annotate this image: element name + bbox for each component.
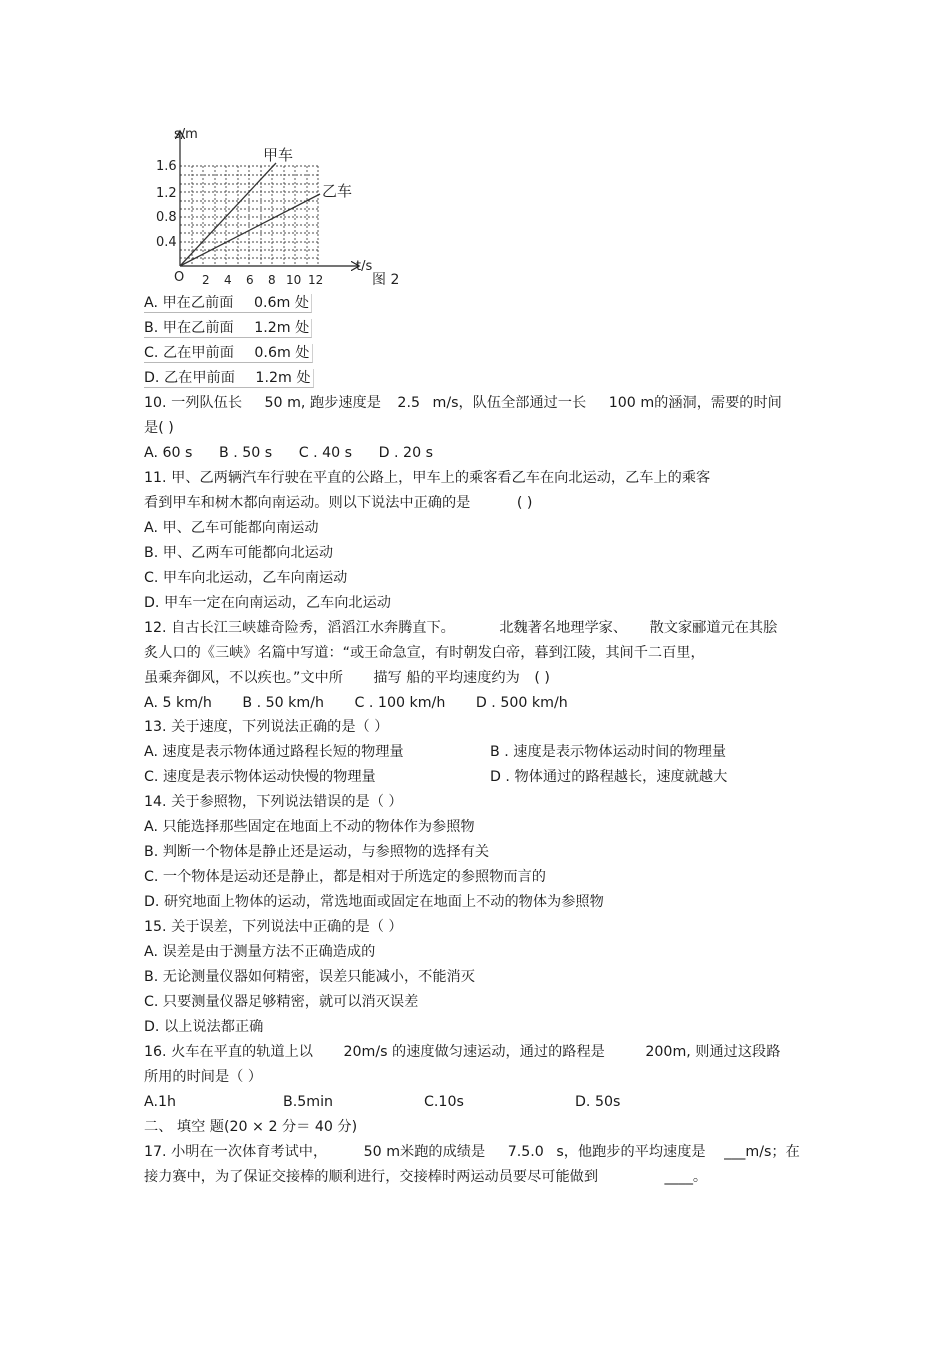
text-run: 16. 火车在平直的轨道上以 bbox=[144, 1044, 313, 1060]
answer-bracket: ( ) bbox=[534, 670, 550, 686]
q14-option-b: B. 判断一个物体是静止还是运动，与参照物的选择有关 bbox=[144, 844, 490, 860]
q16-option-b: B.5min bbox=[283, 1094, 334, 1110]
q11-option-a: A. 甲、乙车可能都向南运动 bbox=[144, 520, 319, 536]
option-value: 0.6m 处 bbox=[253, 295, 310, 311]
line-yi bbox=[180, 194, 320, 266]
q13-option-a: A. 速度是表示物体通过路程长短的物理量 bbox=[144, 744, 404, 760]
y-tick-label: 0.8 bbox=[156, 210, 177, 225]
q17-stem-line2 bbox=[144, 1168, 707, 1186]
q10-stem-line2: 是( ) bbox=[144, 420, 174, 436]
text-run: 散文家郦道元在其脍 bbox=[649, 620, 778, 636]
q16-option-d: D. 50s bbox=[575, 1094, 621, 1110]
text-run: 2.5 bbox=[397, 395, 420, 411]
text-run: 接力赛中，为了保证交接棒的顺利进行，交接棒时两运动员要尽可能做到 bbox=[144, 1169, 599, 1185]
origin-label: O bbox=[174, 270, 185, 285]
option-text: 甲在乙前面 bbox=[162, 295, 234, 311]
q11-option-d: D. 甲车一定在向南运动，乙车向北运动 bbox=[144, 595, 391, 611]
q17-stem-line1 bbox=[144, 1143, 800, 1161]
text-run: m的涵洞，需要的时间 bbox=[640, 395, 782, 411]
st-graph-figure bbox=[140, 118, 420, 290]
q14-option-c: C. 一个物体是运动还是静止，都是相对于所选定的参照物而言的 bbox=[144, 869, 546, 885]
q14-option-d: D. 研究地面上物体的运动，常选地面或固定在地面上不动的物体为参照物 bbox=[144, 894, 604, 910]
q9-option-b bbox=[144, 319, 312, 338]
q12-options bbox=[144, 694, 568, 712]
y-axis-label: s/m bbox=[174, 127, 198, 142]
text-run: 描写 船的平均速度约为 bbox=[373, 670, 520, 686]
option: A. 60 s bbox=[144, 445, 193, 461]
text-run: 100 bbox=[608, 395, 636, 411]
option-letter: C. bbox=[144, 345, 159, 361]
option-value: 1.2m 处 bbox=[255, 370, 311, 386]
x-tick-label: 8 bbox=[268, 273, 276, 287]
x-tick-label: 10 bbox=[286, 273, 302, 287]
q13-option-b: B . 速度是表示物体运动时间的物理量 bbox=[490, 744, 727, 760]
q14-option-a: A. 只能选择那些固定在地面上不动的物体作为参照物 bbox=[144, 819, 475, 835]
section-heading: 二、 填空 题(20 × 2 分＝ 40 分) bbox=[144, 1119, 358, 1135]
option-value: 1.2m 处 bbox=[254, 320, 310, 336]
line-jia-label: 甲车 bbox=[263, 146, 294, 164]
q16-stem-line2: 所用的时间是（ ） bbox=[144, 1069, 263, 1085]
blank: ____。 bbox=[664, 1169, 708, 1185]
q13-stem: 13. 关于速度，下列说法正确的是（ ） bbox=[144, 719, 389, 735]
q9-option-a bbox=[144, 294, 312, 313]
option-letter: B. bbox=[144, 320, 159, 336]
q16-option-a: A.1h bbox=[144, 1094, 176, 1110]
option-letter: D. bbox=[144, 370, 160, 386]
q12-stem-line3 bbox=[144, 669, 550, 687]
option: B . 50 km/h bbox=[242, 695, 324, 711]
q11-option-c: C. 甲车向北运动，乙车向南运动 bbox=[144, 570, 348, 586]
blank: ___m/s；在 bbox=[724, 1144, 800, 1160]
text-run: 50 m米跑的成绩是 bbox=[363, 1144, 486, 1160]
x-tick-label: 2 bbox=[202, 273, 210, 287]
text-run: 50 m, bbox=[264, 395, 306, 411]
x-axis-label: t/s bbox=[356, 259, 373, 274]
line-yi-label: 乙车 bbox=[322, 182, 353, 200]
text-run: 10. 一列队伍长 bbox=[144, 395, 243, 411]
q16-option-c: C.10s bbox=[424, 1094, 464, 1110]
y-tick-label: 1.2 bbox=[156, 186, 177, 201]
text-run: 20m/s 的速度做匀速运动，通过的路程是 bbox=[343, 1044, 605, 1060]
q15-option-a: A. 误差是由于测量方法不正确造成的 bbox=[144, 944, 376, 960]
text-run: 北魏著名地理学家、 bbox=[499, 620, 628, 636]
text-run: s，他跑步的平均速度是 bbox=[556, 1144, 706, 1160]
q15-stem: 15. 关于误差，下列说法中正确的是（ ） bbox=[144, 919, 403, 935]
y-tick-label: 0.4 bbox=[156, 235, 177, 250]
q10-stem-line1 bbox=[144, 394, 782, 412]
q15-option-d: D. 以上说法都正确 bbox=[144, 1019, 264, 1035]
q15-option-b: B. 无论测量仪器如何精密，误差只能减小，不能消灭 bbox=[144, 969, 475, 985]
text-run: 17. 小明在一次体育考试中， bbox=[144, 1144, 328, 1160]
option: C . 100 km/h bbox=[354, 695, 446, 711]
option: D . 20 s bbox=[378, 445, 434, 461]
q11-option-b: B. 甲、乙两车可能都向北运动 bbox=[144, 545, 334, 561]
figure-caption: 图 2 bbox=[372, 272, 400, 288]
q11-stem-line1: 11. 甲、乙两辆汽车行驶在平直的公路上，甲车上的乘客看乙车在向北运动，乙车上的乘客 bbox=[144, 470, 711, 486]
q16-stem-line1 bbox=[144, 1043, 780, 1061]
q13-option-c: C. 速度是表示物体运动快慢的物理量 bbox=[144, 769, 376, 785]
option-text: 乙在甲前面 bbox=[162, 345, 234, 361]
text-run: 虽乘奔御风，不以疾也。”文中所 bbox=[144, 670, 343, 686]
text-run: m/s，队伍全部通过一长 bbox=[432, 395, 587, 411]
y-tick-label: 1.6 bbox=[156, 159, 177, 174]
option-text: 乙在甲前面 bbox=[163, 370, 235, 386]
x-tick-label: 4 bbox=[224, 273, 232, 287]
q9-option-d bbox=[144, 369, 314, 388]
q11-stem-line2 bbox=[144, 494, 532, 512]
option: A. 5 km/h bbox=[144, 695, 212, 711]
q14-stem: 14. 关于参照物，下列说法错误的是（ ） bbox=[144, 794, 403, 810]
text-run: 7.5.0 bbox=[507, 1144, 544, 1160]
option: B . 50 s bbox=[218, 445, 273, 461]
text-run: 12. 自古长江三峡雄奇险秀，滔滔江水奔腾直下。 bbox=[144, 620, 455, 636]
text-run: 跑步速度是 bbox=[309, 395, 381, 411]
answer-bracket: ( ) bbox=[516, 495, 533, 511]
option-letter: A. bbox=[144, 295, 158, 311]
x-tick-label: 12 bbox=[308, 273, 324, 287]
option-value: 0.6m 处 bbox=[254, 345, 310, 361]
q12-stem-line2: 炙人口的《三峡》名篇中写道：“或王命急宣，有时朝发白帝，暮到江陵，其间千二百里， bbox=[144, 645, 705, 661]
x-tick-label: 6 bbox=[246, 273, 254, 287]
q10-options bbox=[144, 444, 433, 462]
line-jia bbox=[180, 163, 276, 266]
text-run: 200m, bbox=[645, 1044, 691, 1060]
option-text: 甲在乙前面 bbox=[162, 320, 234, 336]
text-run: 看到甲车和树木都向南运动。则以下说法中正确的是 bbox=[144, 495, 471, 511]
option: D . 500 km/h bbox=[475, 695, 568, 711]
option: C . 40 s bbox=[298, 445, 353, 461]
q13-option-d: D . 物体通过的路程越长，速度就越大 bbox=[490, 769, 728, 785]
q15-option-c: C. 只要测量仪器足够精密，就可以消灭误差 bbox=[144, 994, 419, 1010]
text-run: 则通过这段路 bbox=[695, 1044, 781, 1060]
graph-grid bbox=[180, 166, 318, 266]
q9-option-c bbox=[144, 344, 313, 363]
q12-stem-line1 bbox=[144, 619, 777, 637]
